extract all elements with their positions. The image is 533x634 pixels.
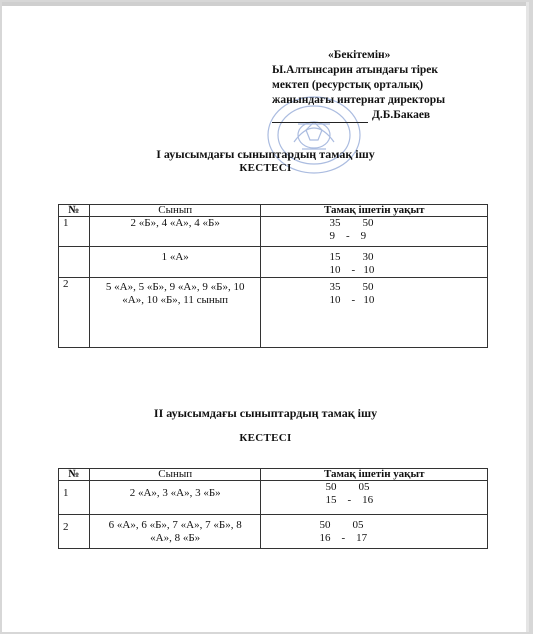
table-row (59, 247, 488, 278)
approval-school: Ы.Алтынсарин атындағы тірек (272, 64, 439, 76)
header-time: Тамақ ішетін уақыт (261, 469, 488, 481)
time-minutes: 35 50 (329, 217, 374, 229)
row-number: 1 (59, 217, 90, 247)
row-number (59, 247, 90, 278)
section2-heading (2, 406, 529, 444)
section1-subtitle: КЕСТЕСІ (239, 162, 292, 174)
time-hours: 9 - 9 (329, 230, 367, 242)
time-hours: 10 - 10 (329, 294, 375, 306)
approval-center: мектеп (ресурстық орталық) (272, 79, 424, 91)
schedule-table-shift2 (58, 468, 488, 549)
approval-block (272, 48, 445, 123)
scan-top-edge (2, 2, 529, 6)
document-page (2, 2, 529, 632)
time-minutes: 50 05 (319, 519, 364, 531)
header-class: Сынып (89, 205, 261, 217)
header-number: № (59, 205, 90, 217)
section2-title: ІІ ауысымдағы сыныптардың тамақ ішу (153, 406, 378, 420)
time-minutes: 35 50 (329, 281, 374, 293)
section1-title: І ауысымдағы сыныптардың тамақ ішу (156, 147, 375, 161)
row-number: 1 (59, 481, 90, 515)
row-time (261, 217, 488, 247)
table-row (59, 481, 488, 515)
table-row (59, 515, 488, 549)
row-time (261, 515, 488, 549)
signature-line (272, 108, 445, 123)
schedule-table-shift1 (58, 204, 488, 348)
time-hours: 10 - 10 (329, 264, 375, 276)
scan-right-edge (526, 2, 529, 632)
row-classes: 2 «А», 3 «А», 3 «Б» (89, 481, 261, 515)
row-classes: 6 «А», 6 «Б», 7 «А», 7 «Б», 8 «А», 8 «Б» (89, 515, 261, 549)
row-time (261, 278, 488, 348)
table-row (59, 217, 488, 247)
row-classes: 2 «Б», 4 «А», 4 «Б» (89, 217, 261, 247)
header-number: № (59, 469, 90, 481)
row-time (261, 247, 488, 278)
section2-subtitle: КЕСТЕСІ (239, 432, 292, 444)
row-number: 2 (59, 515, 90, 549)
signature-name: Д.Б.Бакаев (372, 109, 431, 121)
signature-underline (272, 112, 368, 123)
approval-position: жанындағы интернат директоры (272, 94, 446, 106)
header-time: Тамақ ішетін уақыт (261, 205, 488, 217)
table-row (59, 278, 488, 348)
row-classes: 5 «А», 5 «Б», 9 «А», 9 «Б», 10 «А», 10 «Б», 11 сынып (89, 278, 261, 348)
table-header-row (59, 469, 488, 481)
table-header-row (59, 205, 488, 217)
approval-title: «Бекітемін» (328, 49, 391, 61)
time-minutes: 15 30 (329, 251, 374, 263)
time-minutes: 50 05 (325, 481, 370, 493)
row-time (261, 481, 488, 515)
time-hours: 15 - 16 (325, 494, 374, 506)
header-class: Сынып (89, 469, 261, 481)
row-number: 2 (59, 278, 90, 348)
time-hours: 16 - 17 (319, 532, 368, 544)
section1-heading (2, 147, 529, 174)
row-classes: 1 «А» (89, 247, 261, 278)
